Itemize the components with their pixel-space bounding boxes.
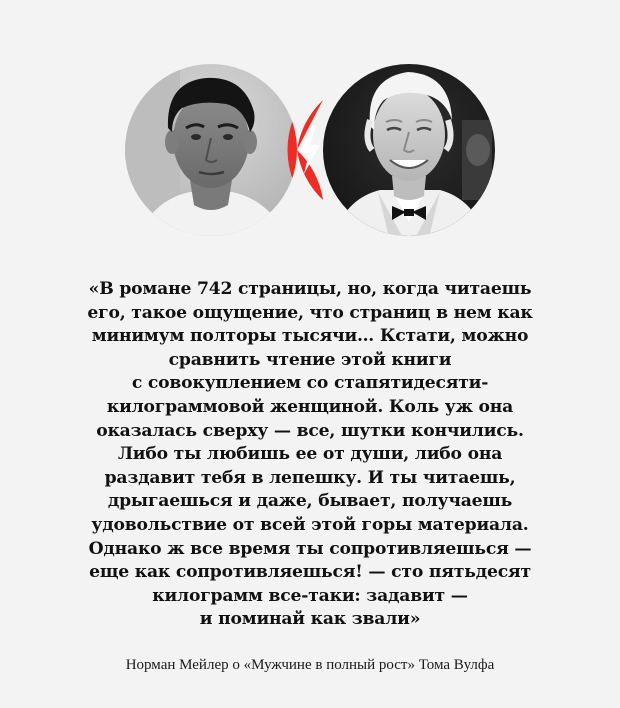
quote-line: его, такое ощущение, что страниц в нем как [87,302,533,323]
quote-line: килограммовой женщиной. Коль уж она [106,396,514,417]
quote-line: минимум полторы тысячи… Кстати, можно [91,326,529,347]
quote-line: оказалась сверху — все, шутки кончились. [96,420,524,441]
quote-line: сравнить чтение этой книги [168,349,452,370]
quote-line: Либо ты любишь ее от души, либо она [117,444,503,465]
quote-attribution: Норман Мейлер о «Мужчине в полный рост» Тома Вулфа [125,657,495,673]
left-portrait [120,60,310,250]
quote-line: раздавит тебя в лепешку. И ты читаешь, [104,467,516,488]
portraits-svg [0,0,620,260]
quote-line: «В романе 742 страницы, но, когда читаешь [88,279,532,299]
quote-line: и поминай как звали» [199,609,421,630]
quote-line: дрыгаешься и даже, бывает, получаешь [107,491,513,512]
quote-line: удовольствие от всей этой горы материала. [91,514,529,535]
quote-line: килограмм все-таки: задавит — [152,585,468,606]
quote-text [40,278,580,632]
portraits-header [0,0,620,260]
quote-line: с совокуплением со стапятидесяти- [131,373,489,394]
quote-line: еще как сопротивляешься! — сто пятьдесят [89,562,531,583]
quote-line: Однако ж все время ты сопротивляешься — [88,538,532,559]
right-portrait [320,60,510,250]
